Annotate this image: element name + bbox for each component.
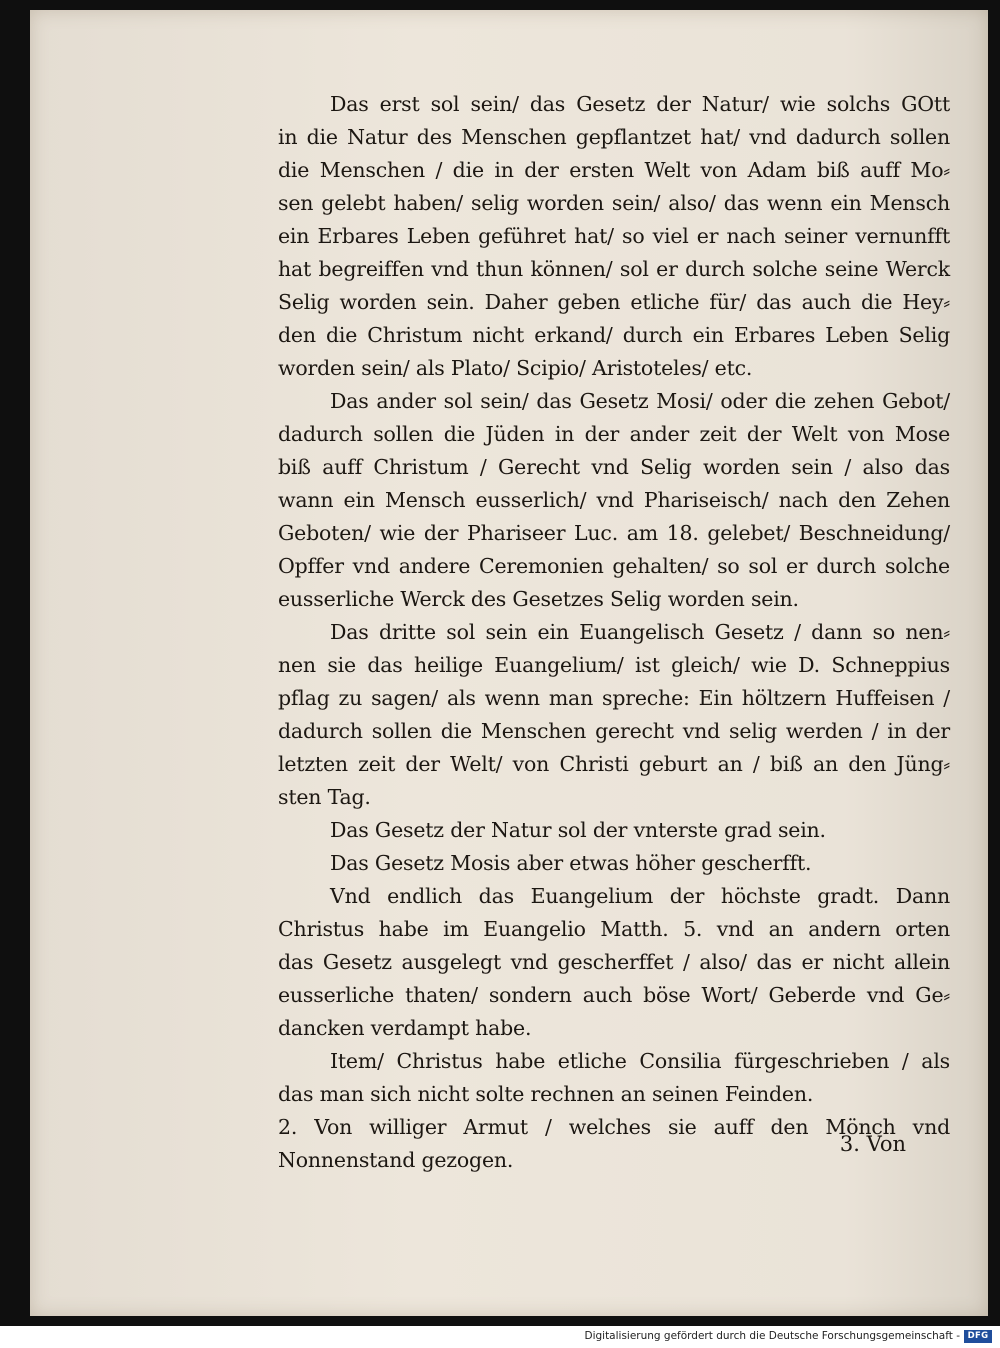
text-line: Das Gesetz Mosis aber etwas höher gescherfft. [330, 851, 812, 875]
digitization-footer [0, 1326, 1000, 1348]
book-page [30, 10, 988, 1316]
text-line: das Gesetz ausgelegt vnd gescherffet / also/ das er nicht allein [278, 950, 950, 974]
text-line: den die Christum nicht erkand/ durch ein Erbares Leben Selig [278, 323, 950, 347]
text-line: Das ander sol sein/ das Gesetz Mosi/ oder die zehen Gebot/ [330, 389, 950, 413]
text-line: pflag zu sagen/ als wenn man spreche: Ein höltzern Huffeisen / [278, 686, 950, 710]
text-line: sten Tag. [278, 785, 371, 809]
text-line: wann ein Mensch eusserlich/ vnd Phariseisch/ nach den Zehen [278, 488, 950, 512]
text-line: dadurch sollen die Menschen gerecht vnd selig werden / in der [278, 719, 950, 743]
text-line: biß auff Christum / Gerecht vnd Selig worden sein / also das [278, 455, 950, 479]
text-line: Das Gesetz der Natur sol der vnterste grad sein. [330, 818, 826, 842]
text-line: eusserliche Werck des Gesetzes Selig worden sein. [278, 587, 799, 611]
text-line: letzten zeit der Welt/ von Christi geburt an / biß an den Jüng⸗ [278, 752, 950, 776]
page-text [278, 88, 950, 1177]
text-line: 2. Von williger Armut / welches sie auff den Mönch vnd [278, 1115, 950, 1139]
text-line: eusserliche thaten/ sondern auch böse Wort/ Geberde vnd Ge⸗ [278, 983, 950, 1007]
text-line: Geboten/ wie der Phariseer Luc. am 18. gelebet/ Beschneidung/ [278, 521, 950, 545]
text-line: die Menschen / die in der ersten Welt von Adam biß auff Mo⸗ [278, 158, 950, 182]
text-line: ein Erbares Leben geführet hat/ so viel er nach seiner vernunfft [278, 224, 950, 248]
text-line: Das dritte sol sein ein Euangelisch Gesetz / dann so nen⸗ [330, 620, 950, 644]
text-line: Das erst sol sein/ das Gesetz der Natur/ wie solchs GOtt [330, 92, 950, 116]
text-line: nen sie das heilige Euangelium/ ist gleich/ wie D. Schneppius [278, 653, 950, 677]
dfg-logo-icon: DFG [964, 1330, 992, 1343]
text-line: in die Natur des Menschen gepflantzet hat/ vnd dadurch sollen [278, 125, 950, 149]
text-line: Nonnenstand gezogen. [278, 1148, 514, 1172]
footer-credit: Digitalisierung gefördert durch die Deutsche Forschungsgemeinschaft - [584, 1330, 960, 1342]
text-line: hat begreiffen vnd thun können/ sol er durch solche seine Werck [278, 257, 950, 281]
text-line: Selig worden sein. Daher geben etliche für/ das auch die Hey⸗ [278, 290, 950, 314]
text-line: Opffer vnd andere Ceremonien gehalten/ so sol er durch solche [278, 554, 950, 578]
text-line: das man sich nicht solte rechnen an seinen Feinden. [278, 1082, 814, 1106]
text-line: worden sein/ als Plato/ Scipio/ Aristoteles/ etc. [278, 356, 753, 380]
text-line: sen gelebt haben/ selig worden sein/ also/ das wenn ein Mensch [278, 191, 950, 215]
catchword: 3. Von [839, 1132, 906, 1156]
text-line: dancken verdampt habe. [278, 1016, 532, 1040]
text-line: Item/ Christus habe etliche Consilia fürgeschrieben / als [330, 1049, 950, 1073]
text-line: Vnd endlich das Euangelium der höchste gradt. Dann [330, 884, 950, 908]
text-line: dadurch sollen die Jüden in der ander zeit der Welt von Mose [278, 422, 950, 446]
text-line: Christus habe im Euangelio Matth. 5. vnd an andern orten [278, 917, 950, 941]
